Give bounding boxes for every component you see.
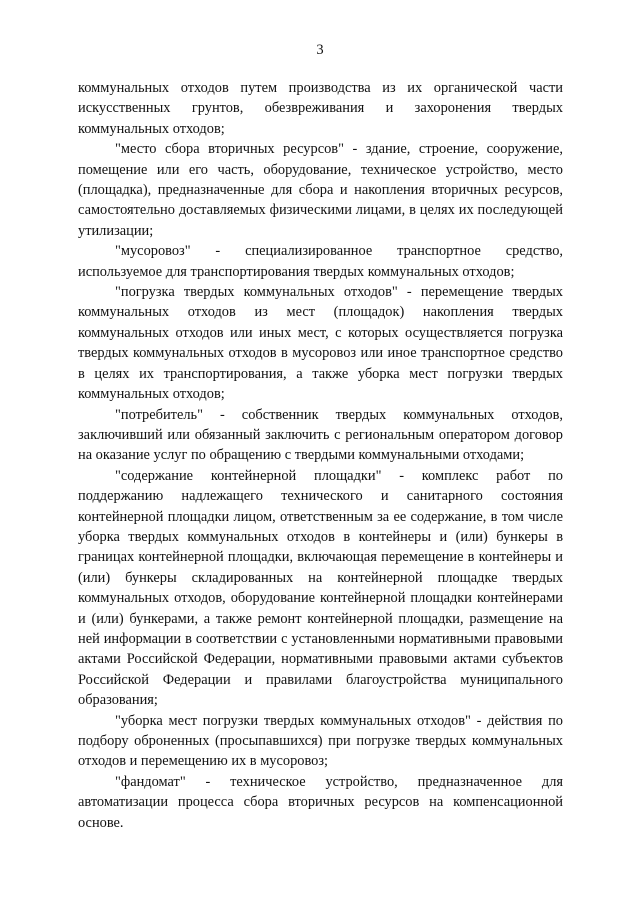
paragraph-definition-container-site-maintenance: "содержание контейнерной площадки" - комплекс работ по поддержанию надлежащего технического и санитарного состояния контейнерной площадки лицом, ответственным за ее содержание, в том числе уборка твердых коммунальных отходов в контейнеры и (или) бункеры в границах контейнерной площадки, включающая перемещение в контейнеры и (или) бункеры складированных на контейнерной площадке твердых коммунальных отходов, оборудование контейнерной площадки контейнерами и (или) бункерами, а также ремонт контейнерной площадки, размещение на ней информации в соответствии с установленными нормативными правовыми актами Российской Федерации, нормативными правовыми актами субъектов Российской Федерации и правилами благоустройства муниципального образования; (78, 467, 563, 709)
paragraph-definition-secondary-resources-point: "место сбора вторичных ресурсов" - здание, строение, сооружение, помещение или его часть, оборудование, техническое устройство, место (площадка), предназначенные для сбора и накопления вторичных ресурсов, самостоятельно доставляемых физическими лицами, в целях их последующей утилизации; (78, 141, 563, 239)
paragraph-definition-consumer: "потребитель" - собственник твердых коммунальных отходов, заключивший или обязанный заключить с региональным оператором договор на оказание услуг по обращению с твердыми коммунальными отходами; (78, 406, 563, 464)
paragraph-definition-fandomat: "фандомат" - техническое устройство, предназначенное для автоматизации процесса сбора вторичных ресурсов на компенсационной основе. (78, 773, 563, 831)
paragraph-definition-waste-loading: "погрузка твердых коммунальных отходов" - перемещение твердых коммунальных отходов из мест (площадок) накопления твердых коммунальных отходов или иных мест, с которых осуществляется погрузка твердых коммунальных отходов в мусоровоз или иное транспортное средство в целях их транспортирования, а также уборка мест погрузки твердых коммунальных отходов; (78, 284, 563, 403)
paragraph-definition-garbage-truck: "мусоровоз" - специализированное транспортное средство, используемое для транспортирования твердых коммунальных отходов; (78, 243, 563, 280)
document-body (78, 78, 563, 833)
paragraph-definition-loading-site-cleaning: "уборка мест погрузки твердых коммунальных отходов" - действия по подбору оброненных (просыпавшихся) при погрузке твердых коммунальных отходов и перемещению их в мусоровоз; (78, 712, 563, 770)
paragraph-continuation: коммунальных отходов путем производства из их органической части искусственных грунтов, обезвреживания и захоронения твердых коммунальных отходов; (78, 80, 563, 137)
page-number: 3 (316, 42, 324, 58)
